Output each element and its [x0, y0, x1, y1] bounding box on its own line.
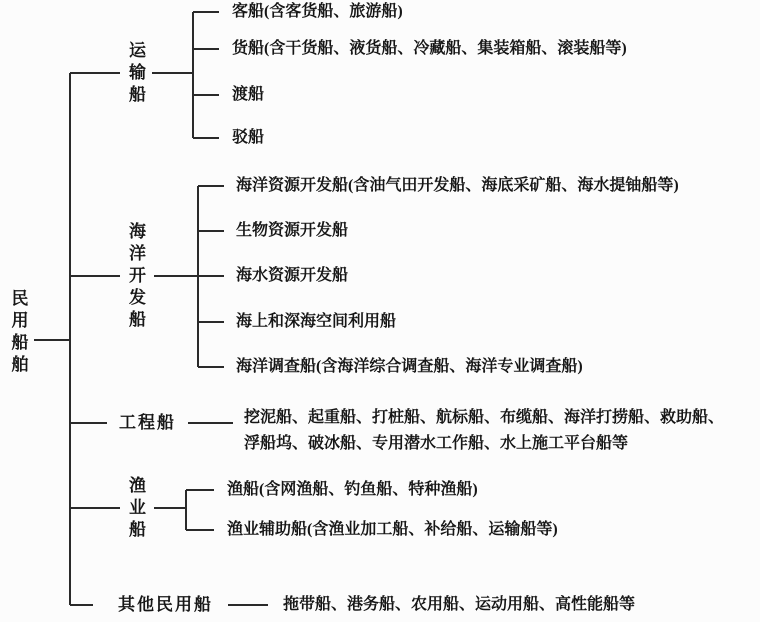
leaf-barge: 驳船: [232, 129, 265, 146]
leaf-seawater-resource-ship: 海水资源开发船: [236, 267, 349, 284]
leaf-ocean-resource-ship: 海洋资源开发船(含油气田开发船、海底采矿船、海水提铀船等): [236, 177, 679, 194]
branch-transport-ship: 运输船: [129, 41, 146, 104]
leaf-passenger-ship: 客船(含客货船、旅游船): [232, 3, 403, 20]
root-node-civil-ships: 民用船舶: [11, 289, 29, 374]
leaf-engineering-ship-list: 挖泥船、起重船、打桩船、航标船、布缆船、海洋打捞船、救助船、浮船坞、破冰船、专用潜水工作船、水上施工平台船等: [244, 409, 725, 452]
leaf-cargo-ship: 货船(含干货船、液货船、冷藏船、集装箱船、滚装船等): [232, 40, 627, 57]
leaf-deep-sea-space-ship: 海上和深海空间利用船: [236, 313, 397, 330]
leaf-other-ship-list: 拖带船、港务船、农用船、运动用船、高性能船等: [283, 596, 636, 613]
leaf-fishing-boat: 渔船(含网渔船、钓鱼船、特种渔船): [227, 481, 478, 498]
leaf-bio-resource-ship: 生物资源开发船: [236, 222, 349, 239]
branch-other-civil-ship: 其他民用船: [118, 595, 213, 614]
ocean-development-branch-lines: [70, 186, 224, 367]
branch-fishery-ship: 渔业船: [129, 476, 146, 539]
leaf-fishery-auxiliary-ship: 渔业辅助船(含渔业加工船、补给船、运输船等): [227, 521, 558, 538]
leaf-ferry: 渡船: [232, 86, 265, 103]
branch-engineering-ship: 工程船: [119, 413, 176, 432]
branch-ocean-development-ship: 海洋开发船: [129, 222, 146, 329]
leaf-ocean-survey-ship: 海洋调查船(含海洋综合调查船、海洋专业调查船): [236, 358, 583, 375]
